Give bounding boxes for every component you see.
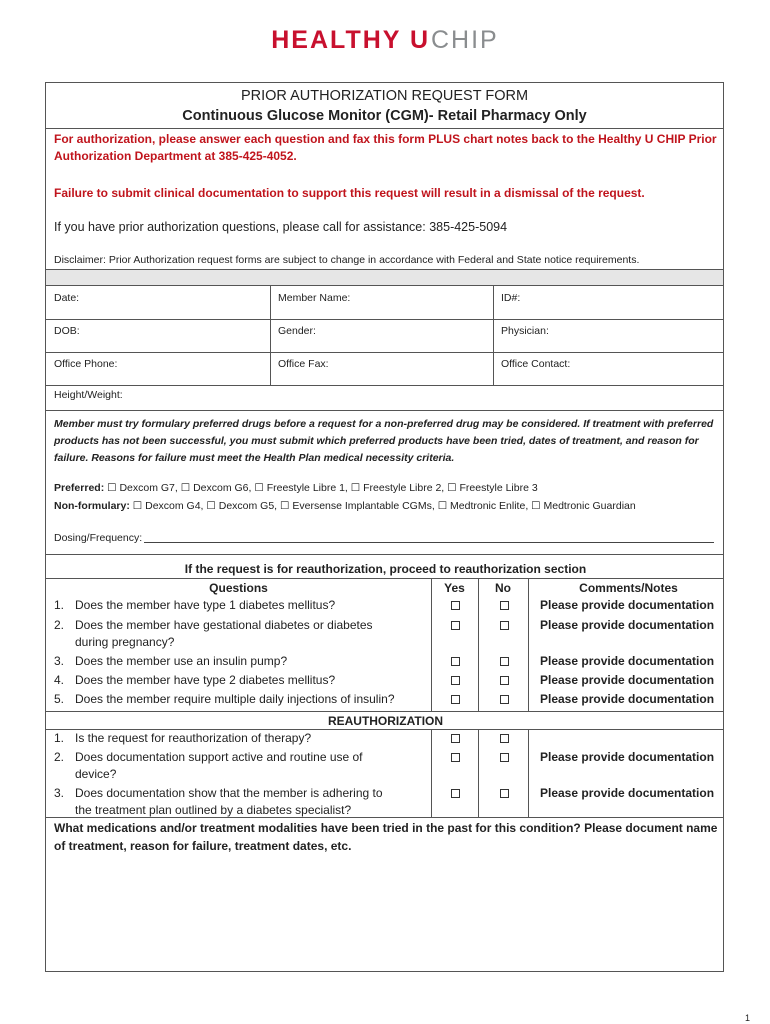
prior-authorization-form [45, 82, 724, 972]
nonformulary-checkbox-dexcom-g4[interactable]: ☐ Dexcom G4, [132, 500, 204, 512]
documentation-note: Please provide documentation [540, 654, 715, 668]
id-field[interactable]: ID#: [501, 292, 521, 304]
no-checkbox[interactable] [500, 734, 509, 743]
divider [493, 286, 494, 385]
divider [46, 128, 723, 129]
question-text: Does the member have type 2 diabetes mellitus? [75, 673, 336, 687]
nonformulary-checkbox-guardian[interactable]: ☐ Medtronic Guardian [531, 500, 636, 512]
divider [46, 711, 723, 712]
divider [270, 286, 271, 385]
office-fax-field[interactable]: Office Fax: [278, 358, 329, 370]
question-number: 4. [54, 673, 65, 687]
preferred-checkbox-libre-3[interactable]: ☐ Freestyle Libre 3 [447, 482, 538, 494]
divider [46, 578, 723, 579]
yes-checkbox[interactable] [451, 734, 460, 743]
divider [528, 578, 529, 711]
nonformulary-checkbox-dexcom-g5[interactable]: ☐ Dexcom G5, [206, 500, 278, 512]
yes-checkbox[interactable] [451, 753, 460, 762]
gender-field[interactable]: Gender: [278, 325, 316, 337]
documentation-note: Please provide documentation [540, 618, 715, 632]
page-number: 1 [745, 1013, 751, 1023]
documentation-note: Please provide documentation [540, 786, 715, 800]
healthy-u-chip-logo [0, 25, 770, 55]
yes-checkbox[interactable] [451, 789, 460, 798]
no-checkbox[interactable] [500, 601, 509, 610]
preferred-checkbox-dexcom-g6[interactable]: ☐ Dexcom G6, [180, 482, 252, 494]
past-treatments-question[interactable]: What medications and/or treatment modalities have been tried in the past for this condition? Please document name of treatment, reason for failure, treatment dates, etc. [54, 821, 718, 853]
col-no: No [495, 581, 511, 595]
col-yes: Yes [444, 581, 465, 595]
dosing-label: Dosing/Frequency: [54, 532, 143, 544]
failure-warning: Failure to submit clinical documentation to support this request will result in a dismissal of the request. [54, 186, 645, 200]
yes-checkbox[interactable] [451, 657, 460, 666]
member-name-field[interactable]: Member Name: [278, 292, 351, 304]
yes-checkbox[interactable] [451, 601, 460, 610]
divider [431, 729, 432, 817]
logo-light-text: CHIP [431, 26, 499, 54]
date-field[interactable]: Date: [54, 292, 80, 304]
dosing-input-line[interactable] [144, 542, 714, 543]
questions-table [46, 559, 723, 821]
question-number: 3. [54, 786, 65, 800]
yes-checkbox[interactable] [451, 676, 460, 685]
question-text: Does the member use an insulin pump? [75, 654, 288, 668]
disclaimer: Disclaimer: Prior Authorization request forms are subject to change in accordance with Federal and State notice requirements. [54, 254, 640, 266]
divider [478, 729, 479, 817]
form-subtitle: Continuous Glucose Monitor (CGM)- Retail Pharmacy Only [182, 108, 587, 124]
question-number: 2. [54, 750, 65, 764]
dob-field[interactable]: DOB: [54, 325, 80, 337]
documentation-note: Please provide documentation [540, 750, 715, 764]
question-text-continued: device? [75, 767, 117, 781]
no-checkbox[interactable] [500, 657, 509, 666]
preferred-row [54, 481, 538, 496]
yes-checkbox[interactable] [451, 695, 460, 704]
divider [46, 410, 723, 411]
nonformulary-checkbox-enlite[interactable]: ☐ Medtronic Enlite, [437, 500, 529, 512]
documentation-note: Please provide documentation [540, 673, 715, 687]
no-checkbox[interactable] [500, 621, 509, 630]
divider [431, 578, 432, 711]
height-weight-field[interactable]: Height/Weight: [54, 389, 123, 401]
question-text: Does the member require multiple daily injections of insulin? [75, 692, 395, 706]
divider [46, 817, 723, 818]
divider [46, 319, 723, 320]
question-text: Is the request for reauthorization of therapy? [75, 731, 312, 745]
preferred-label: Preferred: [54, 482, 105, 494]
fax-instruction: For authorization, please answer each question and fax this form PLUS chart notes back to the Healthy U CHIP Prior Authorization Department at 385-425-4052. [54, 132, 717, 163]
documentation-note: Please provide documentation [540, 598, 715, 612]
reauthorization-header: REAUTHORIZATION [327, 714, 444, 728]
yes-checkbox[interactable] [451, 621, 460, 630]
non-formulary-row [54, 499, 636, 514]
documentation-note: Please provide documentation [540, 692, 715, 706]
preferred-checkbox-libre-2[interactable]: ☐ Freestyle Libre 2, [350, 482, 445, 494]
reauth-note: If the request is for reauthorization, proceed to reauthorization section [184, 562, 587, 576]
question-text: Does documentation support active and routine use of [75, 750, 363, 764]
question-text: Does the member have type 1 diabetes mellitus? [75, 598, 336, 612]
question-number: 5. [54, 692, 65, 706]
divider [46, 385, 723, 386]
col-comments: Comments/Notes [579, 581, 678, 595]
preferred-checkbox-dexcom-g7[interactable]: ☐ Dexcom G7, [107, 482, 178, 494]
office-contact-field[interactable]: Office Contact: [501, 358, 571, 370]
no-checkbox[interactable] [500, 789, 509, 798]
question-text-continued: the treatment plan outlined by a diabetes specialist? [75, 803, 352, 817]
no-checkbox[interactable] [500, 676, 509, 685]
logo-bold-text: HEALTHY U [271, 26, 430, 54]
question-number: 3. [54, 654, 65, 668]
preferred-checkbox-libre-1[interactable]: ☐ Freestyle Libre 1, [254, 482, 348, 494]
col-questions: Questions [209, 581, 268, 595]
non-formulary-label: Non-formulary: [54, 500, 130, 512]
formulary-note: Member must try formulary preferred drugs before a request for a non-preferred drug may be considered. If treatment with preferred products has not been successful, you must submit which preferred products have been tried, dates of treatment, and reason for failure. Reasons for failure must meet the Health Plan medical necessity criteria. [54, 418, 714, 464]
question-text-continued: during pregnancy? [75, 635, 175, 649]
questions-contact: If you have prior authorization questions, please call for assistance: 385-425-5094 [54, 220, 508, 234]
question-text: Does the member have gestational diabetes or diabetes [75, 618, 373, 632]
question-number: 1. [54, 598, 65, 612]
no-checkbox[interactable] [500, 753, 509, 762]
question-number: 2. [54, 618, 65, 632]
no-checkbox[interactable] [500, 695, 509, 704]
form-title: PRIOR AUTHORIZATION REQUEST FORM [240, 88, 529, 104]
question-text: Does documentation show that the member is adhering to [75, 786, 383, 800]
divider [46, 554, 723, 555]
divider [46, 352, 723, 353]
gray-separator [46, 269, 723, 286]
physician-field[interactable]: Physician: [501, 325, 549, 337]
divider [528, 729, 529, 817]
nonformulary-checkbox-eversense[interactable]: ☐ Eversense Implantable CGMs, [280, 500, 435, 512]
question-number: 1. [54, 731, 65, 745]
divider [478, 578, 479, 711]
office-phone-field[interactable]: Office Phone: [54, 358, 118, 370]
